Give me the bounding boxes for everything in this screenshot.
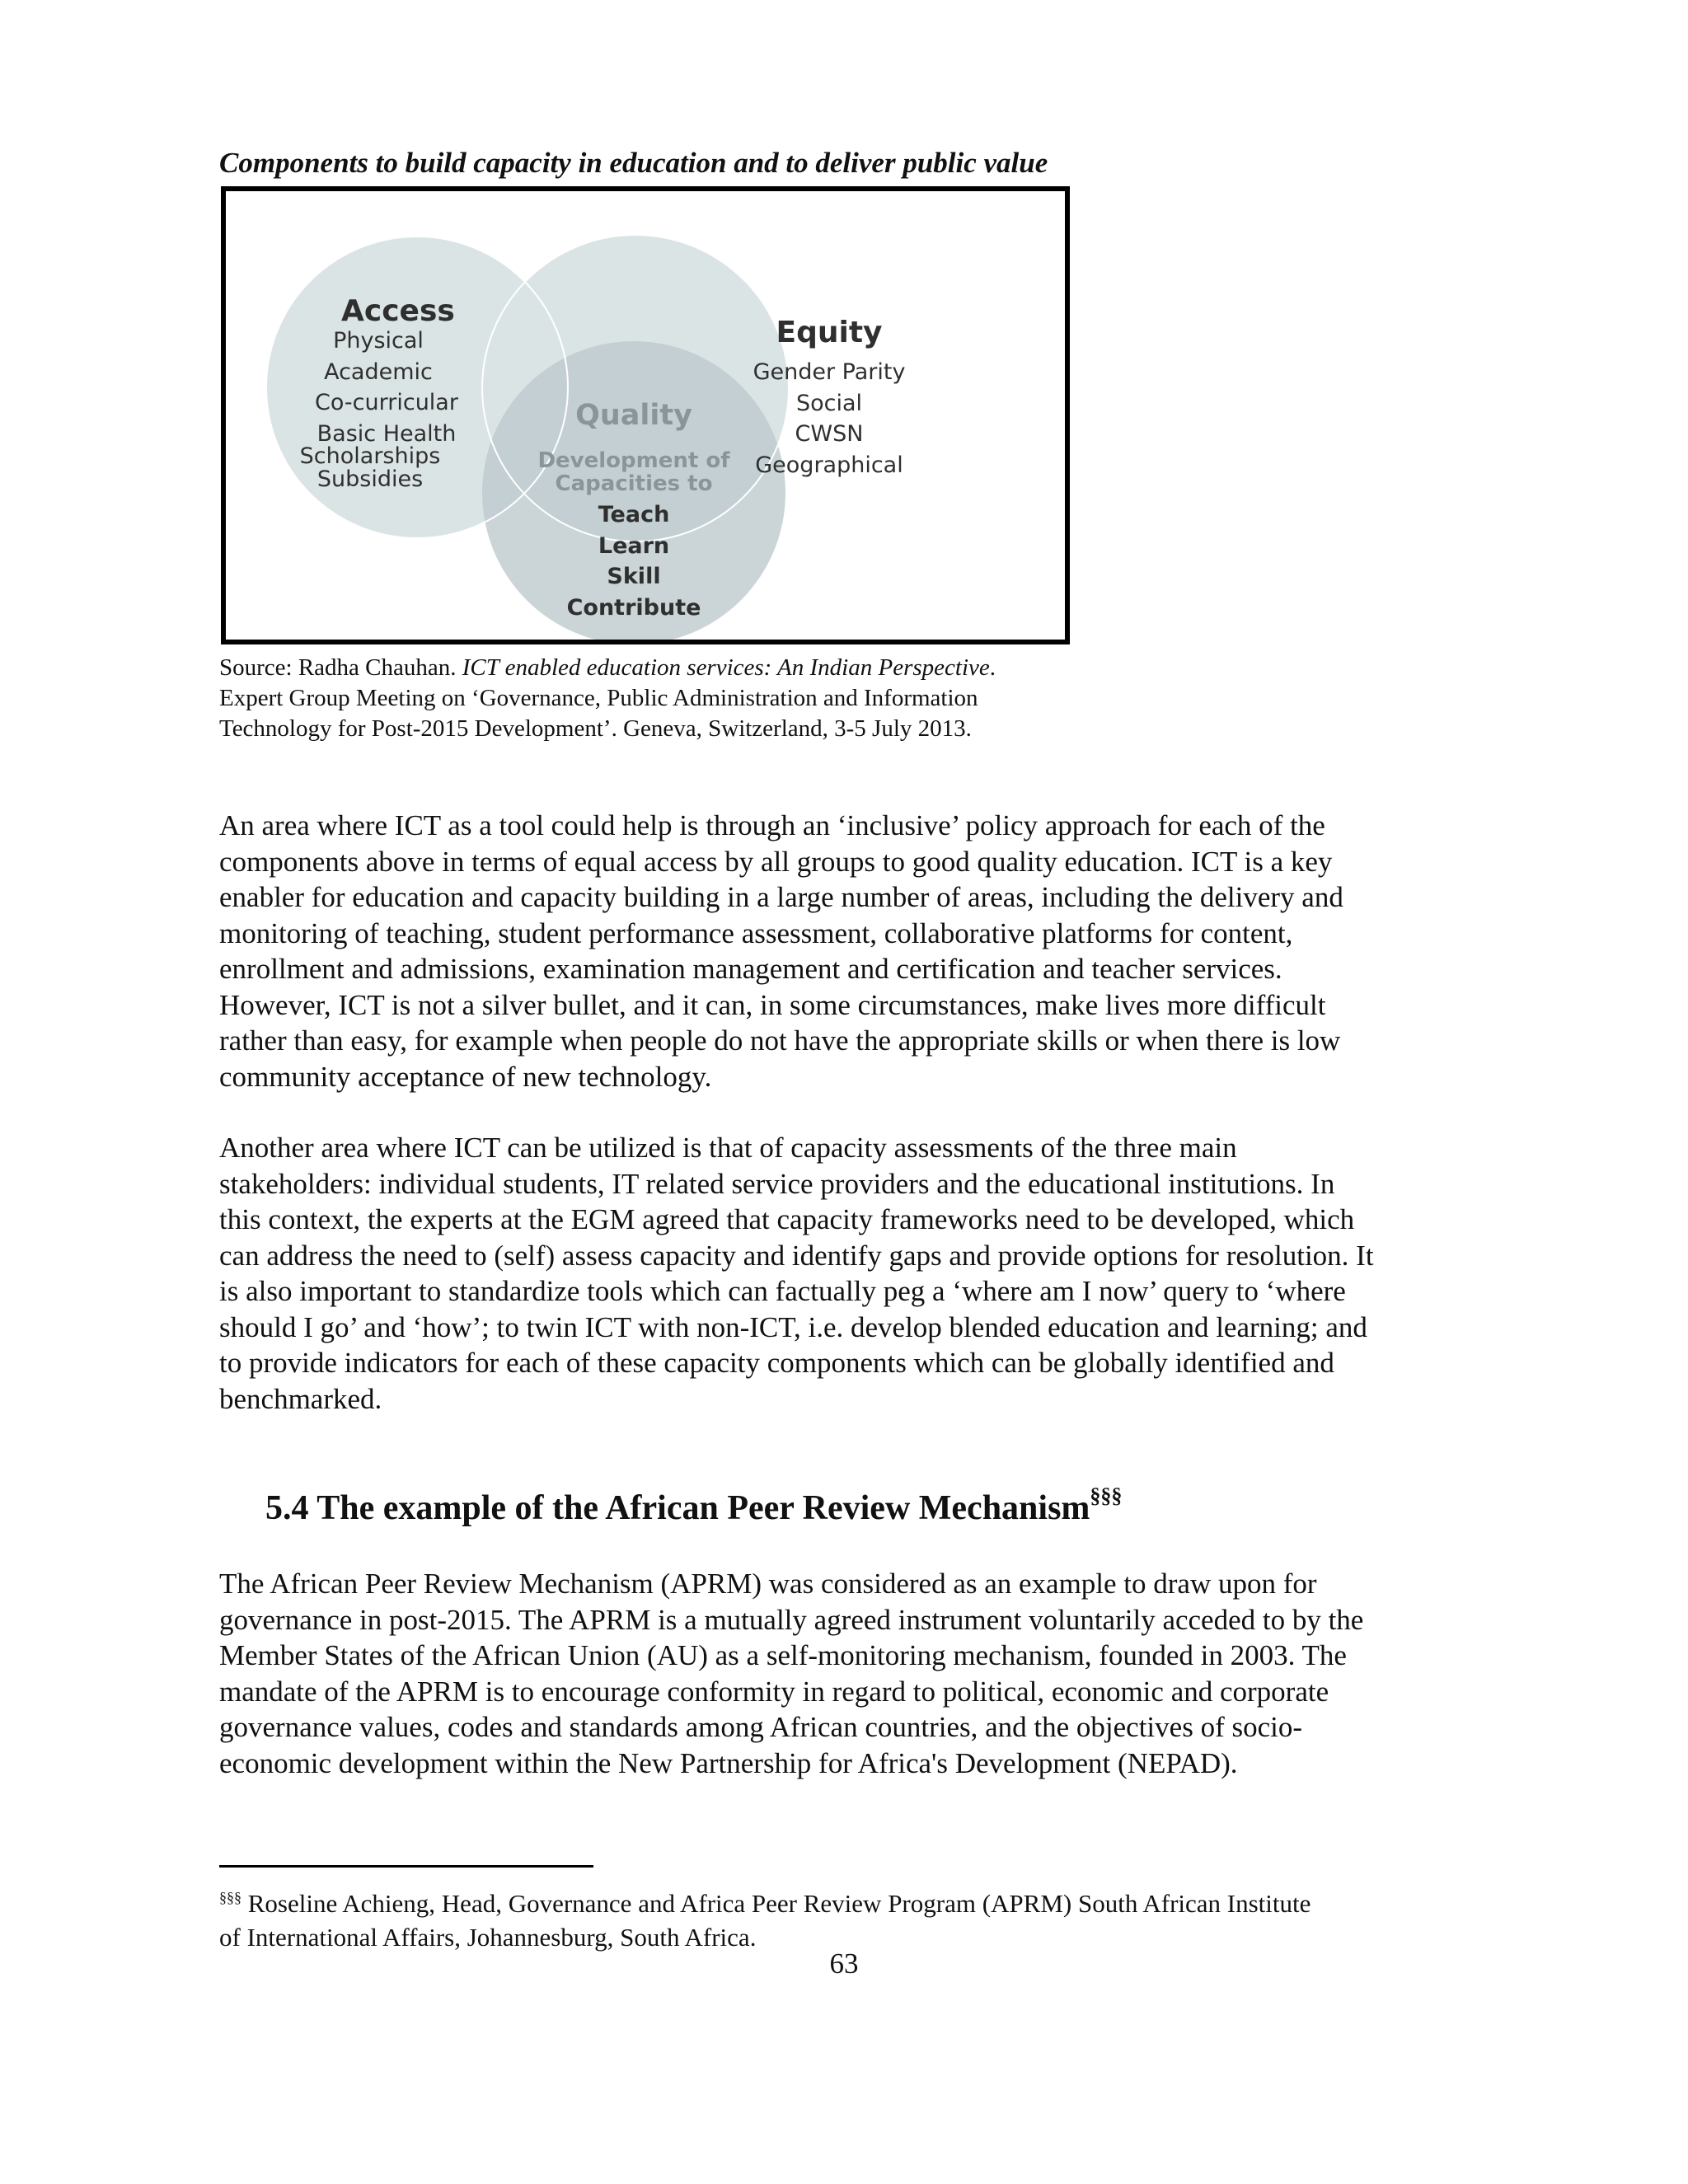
text-line: enrollment and admissions, examination management and certification and teacher services.	[219, 953, 1282, 985]
source-line-3: Technology for Post-2015 Development’. Geneva, Switzerland, 3-5 July 2013.	[219, 715, 972, 742]
text-line: The African Peer Review Mechanism (APRM) was considered as an example to draw upon for	[219, 1568, 1317, 1600]
figure-caption: Components to build capacity in education and to deliver public value	[219, 147, 1048, 179]
access-item: Basic Health	[316, 421, 457, 447]
footnote-line-1: §§§ Roseline Achieng, Head, Governance and Africa Peer Review Program (APRM) South African Institute	[219, 1889, 1311, 1918]
text-line: benchmarked.	[219, 1382, 382, 1415]
access-item: Academic	[324, 359, 433, 385]
text-line: stakeholders: individual students, IT related service providers and the educational institutions. In	[219, 1167, 1335, 1200]
paragraph-ict-inclusive	[219, 808, 1472, 1094]
text-line: monitoring of teaching, student performance assessment, collaborative platforms for content,	[219, 916, 1293, 949]
access-item: Physical	[333, 328, 424, 354]
text-line: community acceptance of new technology.	[219, 1060, 712, 1093]
text-line: governance values, codes and standards among African countries, and the objectives of socio-	[219, 1711, 1303, 1743]
footnote	[219, 1881, 1538, 1954]
text-line: enabler for education and capacity building in a large number of areas, including the delivery and	[219, 881, 1343, 913]
equity-item: CWSN	[795, 421, 864, 447]
quality-item: Learn	[598, 533, 670, 559]
footnote-reference[interactable]: §§§	[1090, 1483, 1123, 1507]
footnote-marker: §§§	[219, 1889, 241, 1905]
equity-item: Geographical	[755, 452, 903, 478]
text-line: Another area where ICT can be utilized is that of capacity assessments of the three main	[219, 1132, 1237, 1164]
text-line: mandate of the APRM is to encourage conformity in regard to political, economic and corporate	[219, 1675, 1329, 1708]
text-line: to provide indicators for each of these capacity components which can be globally identified and	[219, 1347, 1334, 1379]
access-item: Co-curricular	[315, 390, 458, 415]
text-line: this context, the experts at the EGM agreed that capacity frameworks need to be developed, which	[219, 1203, 1355, 1235]
text-line: should I go’ and ‘how’; to twin ICT with non-ICT, i.e. develop blended education and learning; and	[219, 1310, 1367, 1343]
text-line: is also important to standardize tools which can factually peg a ‘where am I now’ query to ‘where	[219, 1275, 1346, 1307]
access-item: Scholarships	[299, 443, 441, 469]
quality-title: Quality	[575, 399, 692, 432]
figure-source	[219, 653, 1126, 744]
text-line: rather than easy, for example when people do not have the appropriate skills or when there is low	[219, 1024, 1341, 1057]
paragraph-aprm	[219, 1566, 1472, 1781]
text-line: governance in post-2015. The APRM is a mutually agreed instrument voluntarily acceded to by the	[219, 1603, 1364, 1636]
text-line: economic development within the New Partnership for Africa's Development (NEPAD).	[219, 1746, 1238, 1779]
source-title: ICT enabled education services: An Indian Perspective	[462, 654, 990, 681]
footnote-separator	[219, 1865, 593, 1868]
page-number: 63	[829, 1947, 859, 1980]
source-line-2: Expert Group Meeting on ‘Governance, Public Administration and Information	[219, 685, 978, 711]
access-title: Access	[341, 294, 455, 328]
paragraph-capacity-assessments	[219, 1130, 1472, 1417]
source-line-1: Source: Radha Chauhan. ICT enabled education services: An Indian Perspective.	[219, 654, 996, 681]
access-item: Subsidies	[316, 466, 424, 492]
quality-subtitle-line: Development of	[537, 448, 730, 473]
text-line: can address the need to (self) assess capacity and identify gaps and provide options for resolution. It	[219, 1239, 1374, 1272]
text-line: An area where ICT as a tool could help is through an ‘inclusive’ policy approach for each of the	[219, 809, 1325, 841]
footnote-line-2: of International Affairs, Johannesburg, South Africa.	[219, 1923, 757, 1952]
equity-item: Gender Parity	[753, 359, 906, 385]
text-line: components above in terms of equal access by all groups to good quality education. ICT is a key	[219, 845, 1333, 878]
venn-diagram	[221, 186, 1070, 644]
section-heading: 5.4 The example of the African Peer Review Mechanism§§§	[265, 1483, 1123, 1527]
text-line: However, ICT is not a silver bullet, and it can, in some circumstances, make lives more difficult	[219, 988, 1326, 1021]
quality-item: Skill	[607, 564, 661, 589]
equity-title: Equity	[776, 316, 883, 349]
quality-subtitle-line: Capacities to	[555, 471, 713, 496]
venn-diagram-svg	[226, 191, 1065, 640]
equity-item: Social	[795, 391, 863, 416]
quality-item: Contribute	[566, 595, 701, 621]
quality-item: Teach	[598, 502, 670, 527]
text-line: Member States of the African Union (AU) as a self-monitoring mechanism, founded in 2003. The	[219, 1639, 1347, 1671]
